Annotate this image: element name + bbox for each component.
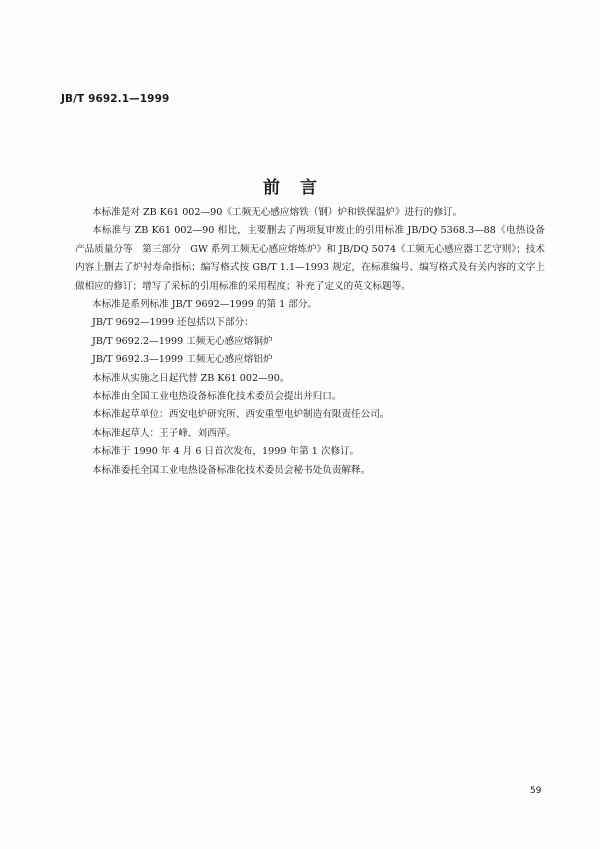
paragraph: JB/T 9692.3—1999 工频无心感应熔铝炉 — [92, 354, 273, 366]
standard-code: JB/T 9692.1—1999 — [61, 93, 170, 105]
paragraph: 本标准是对 ZB K61 002—90《工频无心感应熔铁（钢）炉和铁保温炉》进行的修订。 — [92, 207, 463, 218]
paragraph: 本标准委托全国工业电热设备标准化技术委员会秘书处负责解释。 — [92, 464, 371, 476]
page-title: 前言 — [263, 178, 337, 198]
paragraph: 本标准从实施之日起代替 ZB K61 002—90。 — [92, 372, 290, 384]
page-number: 59 — [530, 786, 542, 796]
paragraph: 本标准起草单位：西安电炉研究所、西安重型电炉制造有限责任公司。 — [92, 409, 390, 421]
body-text — [75, 204, 545, 480]
paragraph: 本标准由全国工业电热设备标准化技术委员会提出并归口。 — [92, 391, 342, 403]
paragraph: 本标准于 1990 年 4 月 6 日首次发布，1999 年第 1 次修订。 — [92, 446, 360, 458]
paragraph: 本标准是系列标准 JB/T 9692—1999 的第 1 部分。 — [92, 299, 318, 311]
paragraph: 本标准与 ZB K61 002—90 相比，主要删去了两项复审废止的引用标准 JB/DQ 5368.3—88《电热设备产品质量分等 第三部分 GW 系列工频无心感应熔炼炉》和 JB/DQ 5074《工频无心感应器工艺守则》；技术内容上删去了炉衬寿命指标；编写格式按 GB/T 1.1—1993 规定，在标准编号、编写格式及有关内容的文字上做相应的修订；增写了采标的引用标准的采用程度；补充了定义的英文标题等。 — [75, 225, 545, 292]
paragraph: JB/T 9692.2—1999 工频无心感应熔铜炉 — [92, 335, 273, 347]
paragraph: JB/T 9692—1999 还包括以下部分： — [92, 317, 254, 329]
paragraph: 本标准起草人：王子峰、刘西萍。 — [92, 427, 236, 439]
